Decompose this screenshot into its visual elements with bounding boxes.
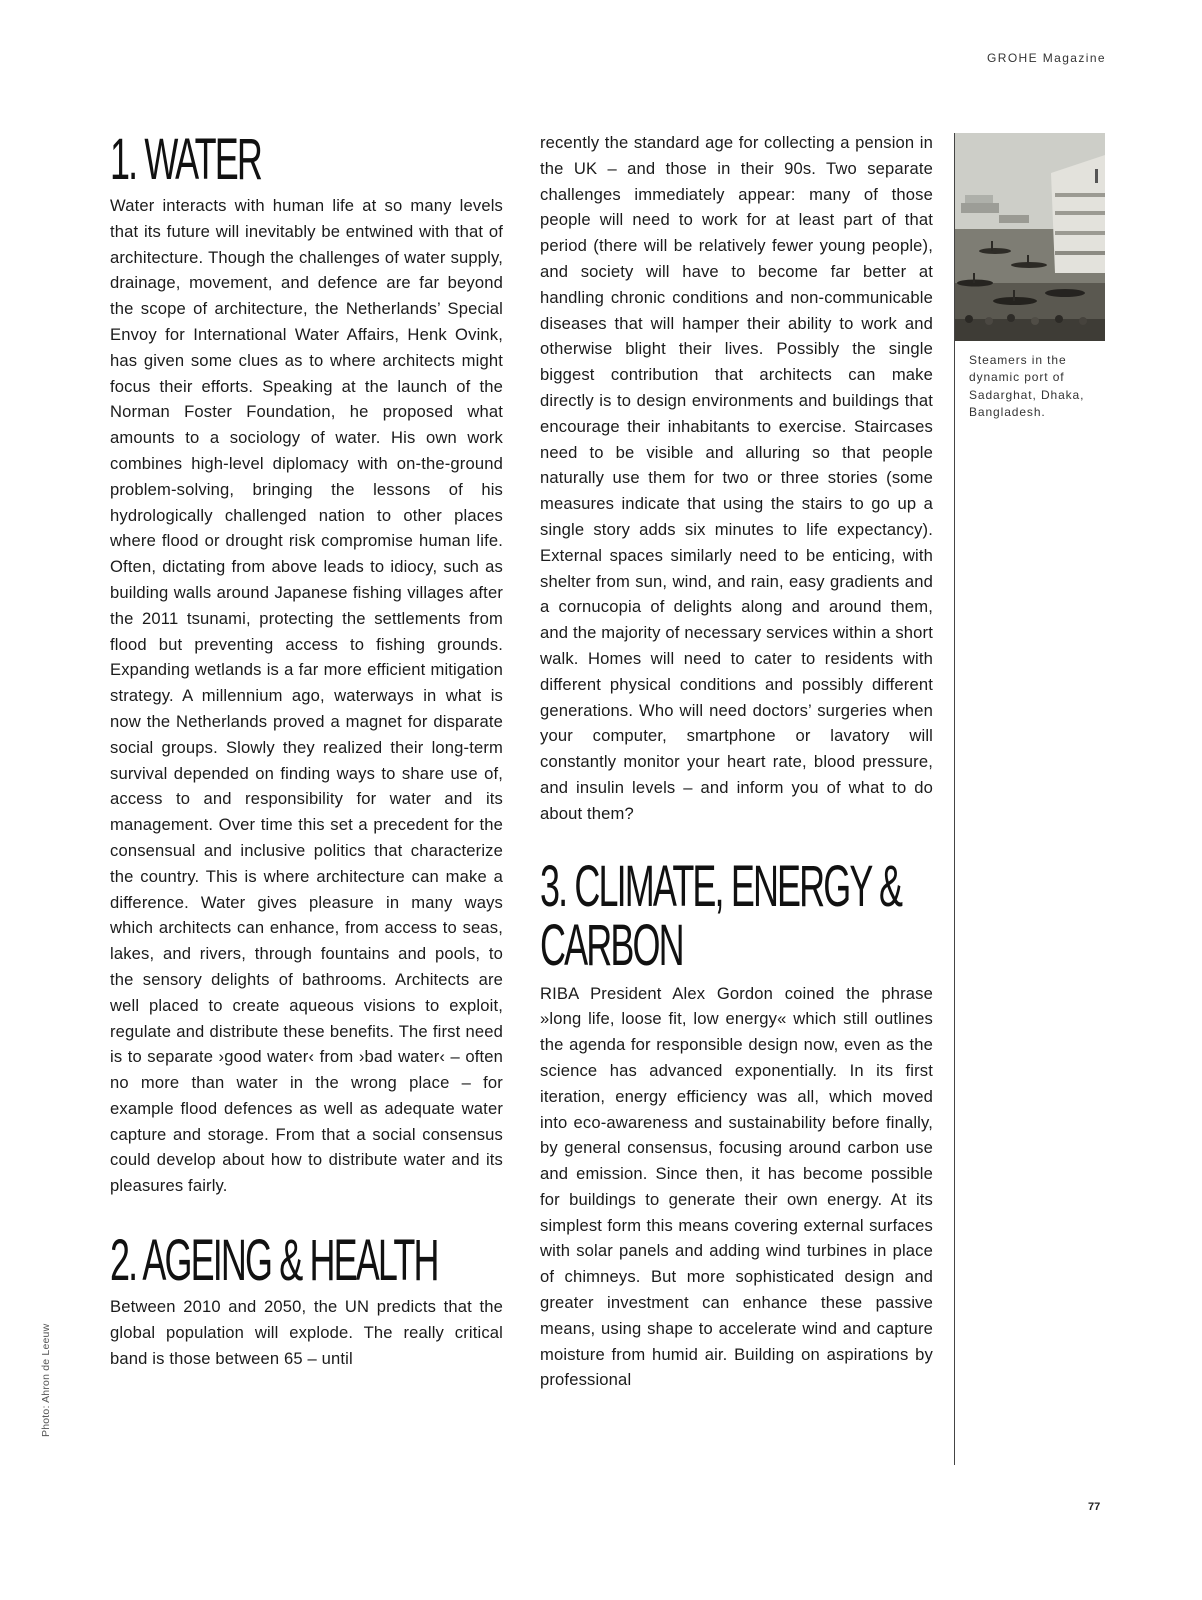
steamers-photo-illustration — [955, 133, 1105, 341]
middle-column — [540, 130, 933, 1393]
section-body-ageing-start: Between 2010 and 2050, the UN predicts that the global population will explode. The really critical band is those between 65 – until — [110, 1297, 503, 1368]
section-body-ageing-continued: recently the standard age for collecting a pension in the UK – and those in their 90s. Two separate challenges immediately appear: many of those people will need to work for at least part of that period (there will be relatively fewer young people), and society will have to become far better at handling chronic conditions and non-communicable diseases that will hamper their ability to work and otherwise blight their lives. Possibly the single biggest contribution that architects can make directly is to design environments and buildings that encourage their inhabitants to exercise. Staircases need to be visible and alluring so that people naturally use them for two or three stories (some measures indicate that using the stairs to go up a single story adds six minutes to life expectancy). External spaces similarly need to be enticing, with shelter from sun, wind, and rain, easy gradients and a cornucopia of delights along and around them, and the majority of necessary services within a short walk. Homes will need to cater to residents with different physical conditions and possibly different generations. Who will need doctors’ surgeries when your computer, smartphone or lavatory will constantly monitor your heart rate, blood pressure, and insulin levels – and inform you of what to do about them? — [540, 133, 933, 823]
section-heading-water: 1. WATER — [110, 127, 261, 192]
section-body-water: Water interacts with human life at so many levels that its future will inevitably be entwined with that of architecture. Though the challenges of water supply, drainage, movement, and defence are far beyond the scope of architecture, the Netherlands’ Special Envoy for International Water Affairs, Henk Ovink, has given some clues as to where architects might focus their efforts. Speaking at the launch of the Norman Foster Foundation, he proposed what amounts to a sociology of water. His own work combines high-level diplomacy with on-the-ground problem-solving, bringing the lessons of his hydrologically challenged nation to other places where flood or drought risk compromise human life. Often, dictating from above leads to idiocy, such as building walls around Japanese fishing villages after the 2011 tsunami, protecting the settlements from flood but preventing access to fishing grounds. Expanding wetlands is a far more efficient mitigation strategy. A millennium ago, waterways in what is now the Netherlands proved a magnet for disparate social groups. Slowly they realized their long-term survival depended on finding ways to share use of, access to and responsibility for water and its management. Over time this set a precedent for the consensual and inclusive politics that characterize the country. This is where architecture can make a difference. Water gives pleasure in many ways which architects can enhance, from access to seas, lakes, and rivers, through fountains and pools, to the sensory delights of bathrooms. Architects are well placed to create aqueous visions to exploit, regulate and distribute these benefits. The first need is to separate ›good water‹ from ›bad water‹ – often no more than water in the wrong place – for example flood defences as well as adequate water capture and storage. From that a social consensus could develop about how to distribute water and its pleasures fairly. — [110, 196, 503, 1196]
section-heading-ageing: 2. AGEING & HEALTH — [110, 1228, 438, 1294]
magazine-header: GROHE Magazine — [987, 51, 1106, 65]
photo-caption: Steamers in the dynamic port of Sadarghat, Dhaka, Bangladesh. — [969, 353, 1085, 420]
section-body-climate: RIBA President Alex Gordon coined the phrase »long life, loose fit, low energy« which still outlines the agenda for responsible design now, even as the science has advanced exponentially. In its first iteration, energy efficiency was all, which moved into eco-awareness and sustainability before finally, by general consensus, focusing around carbon use and emission. Since then, it has become possible for buildings to generate their own energy. At its simplest form this means covering external surfaces with solar panels and adding wind turbines in place of chimneys. But more sophisticated design and greater investment can enhance these passive means, using shape to accelerate wind and capture moisture from humid air. Building on aspirations by professional — [540, 983, 933, 1390]
port-photo — [955, 133, 1105, 341]
left-column — [110, 127, 503, 1371]
photo-credit: Photo: Ahron de Leeuw — [40, 1323, 52, 1437]
page-number: 77 — [1088, 1501, 1101, 1513]
section-heading-climate: 3. CLIMATE, ENERGY & CARBON — [540, 853, 902, 978]
